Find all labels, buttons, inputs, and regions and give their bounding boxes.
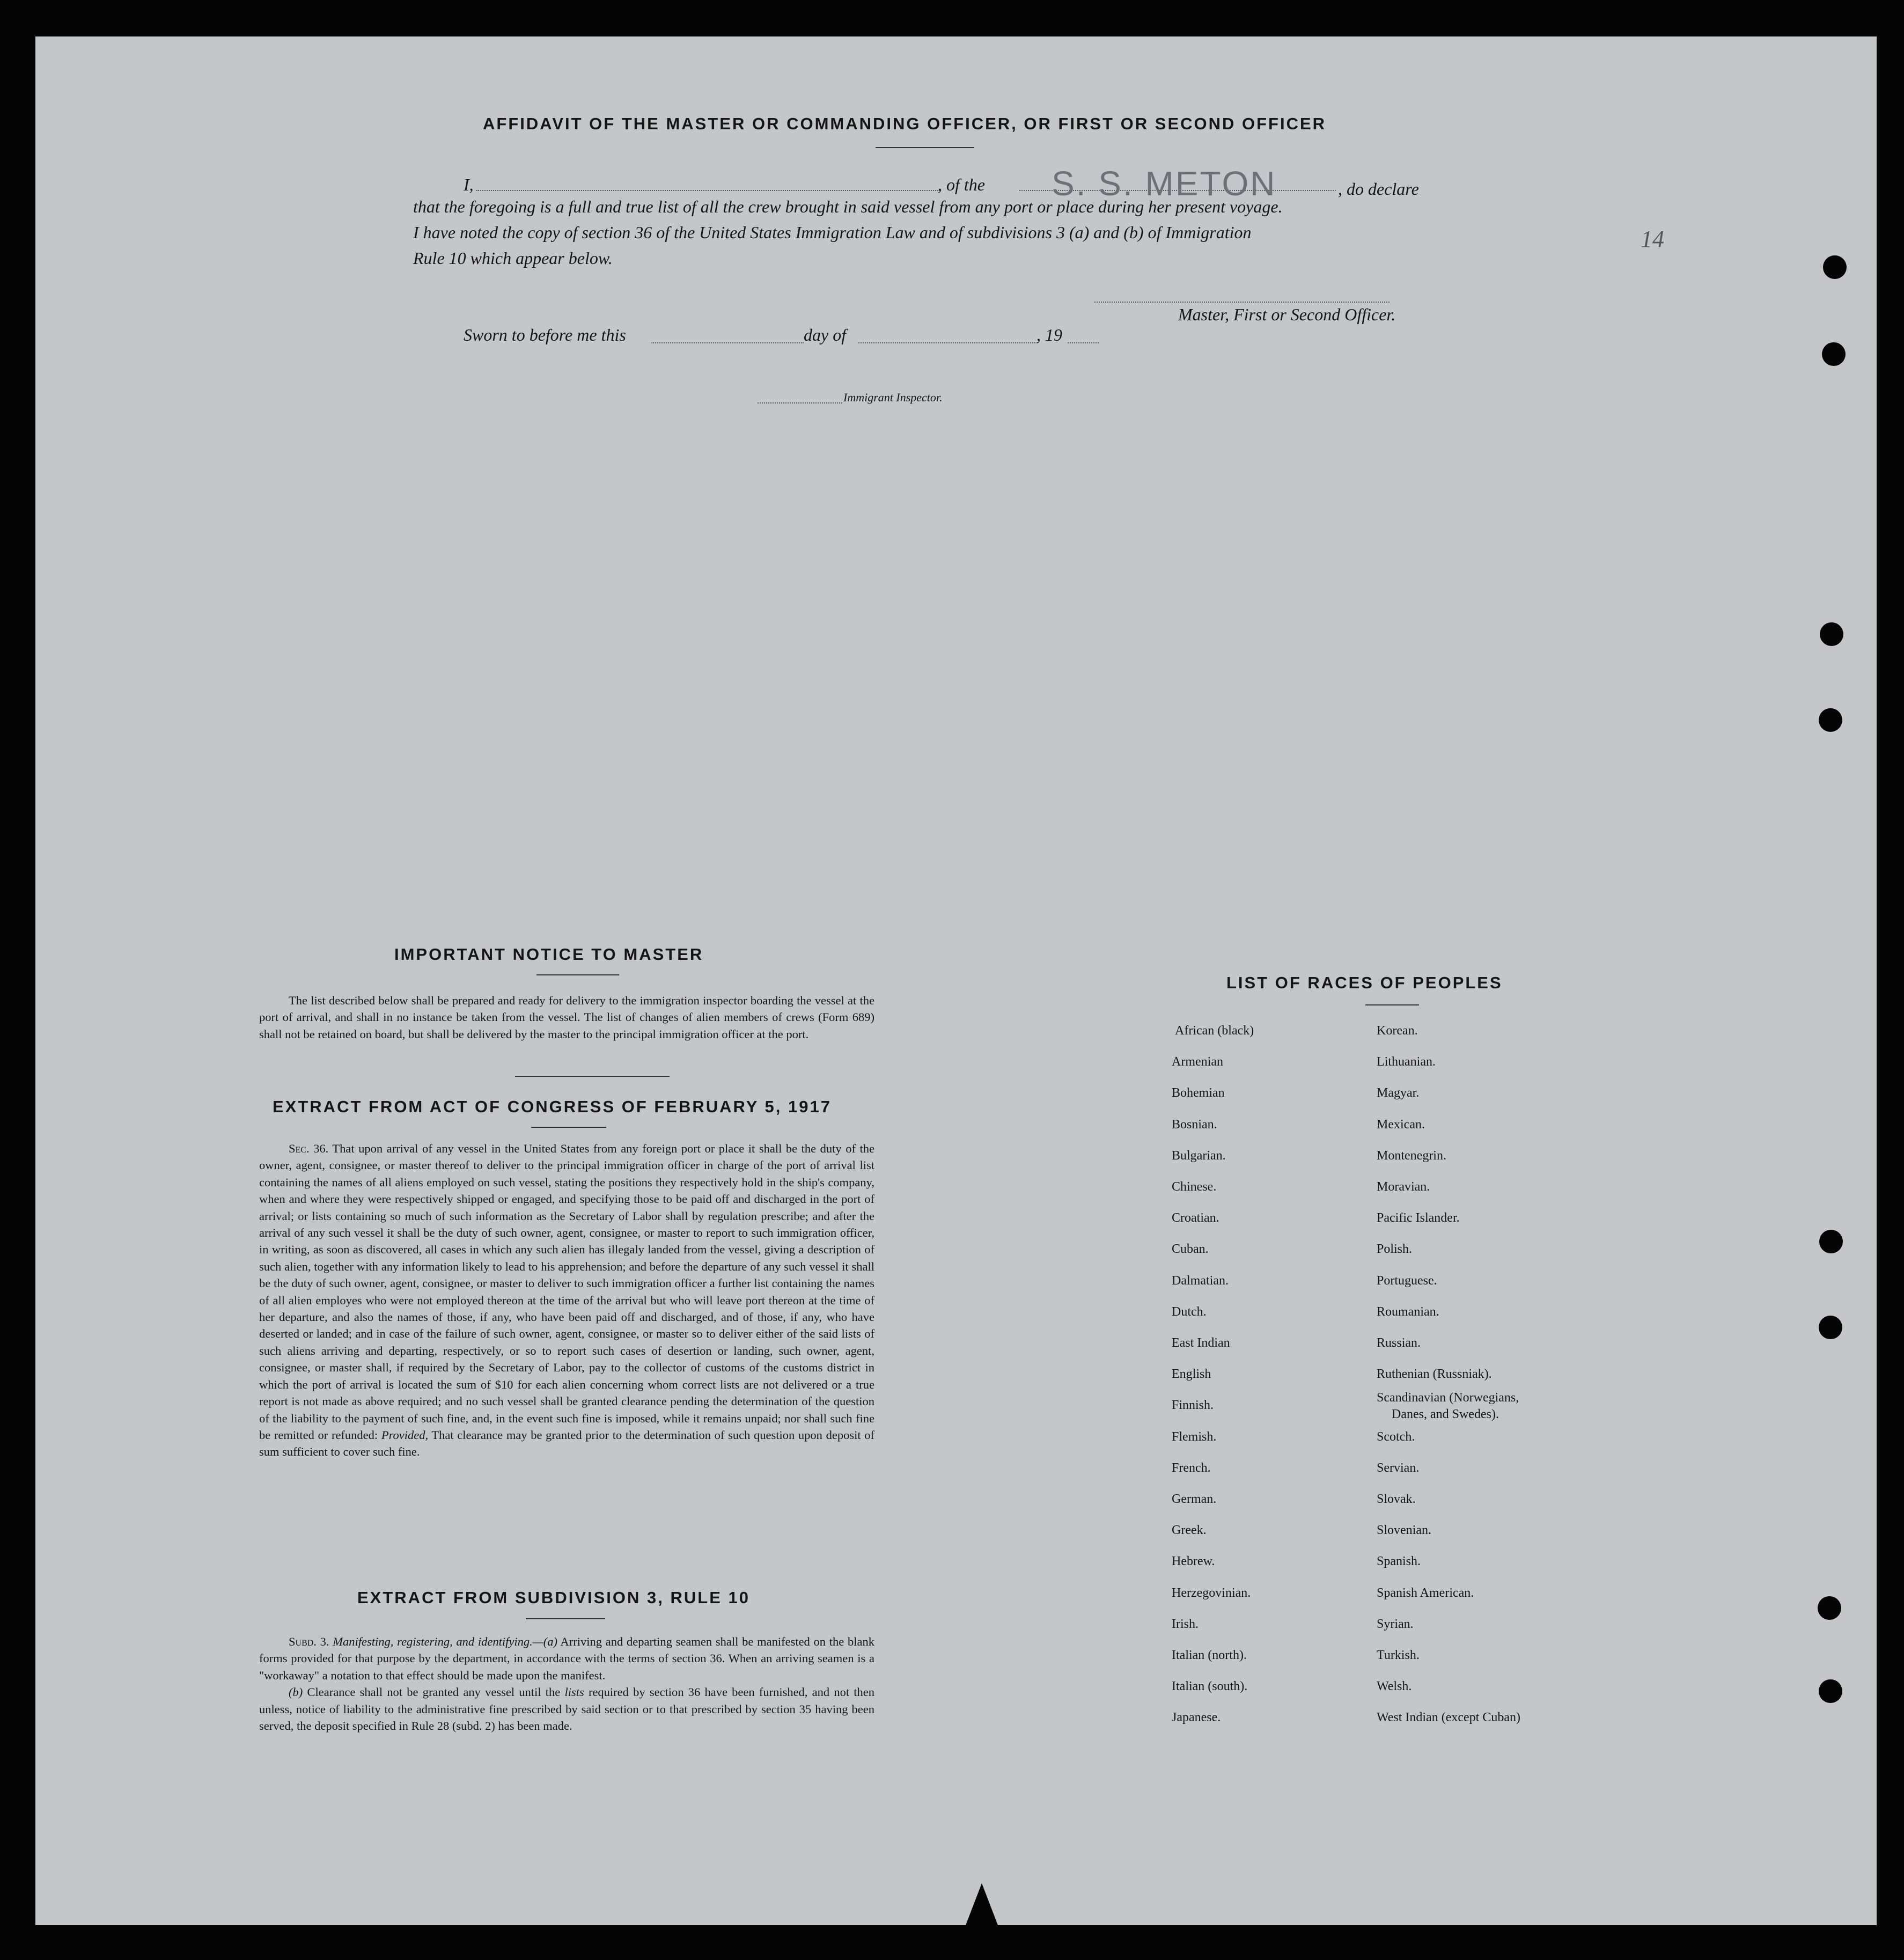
- paragraph-a: Arriving and departing seamen shall be manifested on the blank forms provided for that purpose by the department, in accordance with the terms of section 36. When an arriving seamen is a "workaway" a notation to that effect should be made upon the manifest.: [259, 1635, 875, 1682]
- punch-hole: [1818, 1596, 1841, 1620]
- race-item: Hebrew.: [1172, 1554, 1215, 1568]
- race-item: Spanish American.: [1377, 1586, 1474, 1600]
- rule-extract-heading: EXTRACT FROM SUBDIVISION 3, RULE 10: [357, 1588, 750, 1607]
- notice-text: [259, 992, 874, 1043]
- race-item: Polish.: [1377, 1242, 1413, 1256]
- sworn-month-field[interactable]: [858, 342, 1038, 343]
- race-item: Scotch.: [1377, 1430, 1415, 1444]
- race-item: Bulgarian.: [1172, 1149, 1226, 1163]
- section-label: Sec. 36.: [289, 1142, 329, 1155]
- inspector-signature-field[interactable]: [758, 402, 842, 403]
- declarant-name-field[interactable]: [476, 190, 940, 191]
- act-extract-heading: EXTRACT FROM ACT OF CONGRESS OF FEBRUARY 5, 1917: [273, 1097, 832, 1116]
- punch-hole: [1819, 1679, 1842, 1703]
- race-item: Montenegrin.: [1377, 1149, 1446, 1163]
- race-item: Chinese.: [1172, 1180, 1217, 1194]
- race-item: West Indian (except Cuban): [1377, 1711, 1520, 1724]
- race-item: Roumanian.: [1377, 1305, 1439, 1319]
- sworn-day-field[interactable]: [651, 342, 804, 343]
- race-item: Russian.: [1377, 1336, 1421, 1350]
- race-item: Ruthenian (Russniak).: [1377, 1367, 1492, 1381]
- race-item: Servian.: [1377, 1461, 1420, 1475]
- do-declare-label: , do declare: [1338, 179, 1419, 199]
- declarant-label: I,: [464, 175, 474, 194]
- race-item: African (black): [1175, 1024, 1254, 1038]
- race-item: Japanese.: [1172, 1711, 1221, 1724]
- paragraph-b-lists: lists: [564, 1685, 584, 1699]
- act-text: That upon arrival of any vessel in the United States from any foreign port or place it shall be the duty of the owner, agent, consignee, or master thereof to deliver to the principal immigration officer in charge of the port of arrival list containing the names of all aliens employed on such vessel, stating the positions they respectively hold in the ship's company, when and where they were respectively shipped or engaged, and specifying those to be paid off and discharged in the port of arrival; or lists containing so much of such information as the Secretary of Labor shall by regulation prescribe; and after the arrival of any such vessel it shall be the duty of such owner, agent, consignee, or master to report to such immigration officer, in writing, as soon as discovered, all cases in which any such alien has illegaly landed from the vessel, giving a description of such alien, together with any information likely to lead to his apprehension; and before the departure of any such vessel it shall be the duty of such owner, agent, consignee, or master to deliver to such immigration officer a further list containing the names of all alien employes who were not employed thereon at the time of the arrival but who will leave port thereon at the time of her departure, and also the names of those, if any, who have been paid off and discharged, and of those, if any, who have deserted or landed; and in case of the failure of such owner, agent, consignee, or master so to deliver either of the said lists of such aliens arriving and departing, respectively, or so to report such cases of desertion or landing, such owner, agent, consignee, or master shall, if required by the Secretary of Labor, pay to the collector of customs of the customs district in which the port of arrival is located the sum of $10 for each alien concerning whom correct lists are not delivered or a true report is not made as above required; and no such vessel shall be granted clearance pending the determination of the question of the liability to the payment of such fine, and, in the event such fine is imposed, while it remains unpaid; nor shall such fine be remitted or refunded:: [259, 1142, 874, 1442]
- race-item: Lithuanian.: [1377, 1055, 1436, 1069]
- notice-paragraph: The list described below shall be prepared and ready for delivery to the immigration inspector boarding the vessel at the port of arrival, and shall in no instance be taken from the vessel. The list of changes of alien members of crews (Form 689) shall not be retained on board, but shall be delivered by the master to the principal immigration officer at the port.: [259, 994, 874, 1041]
- margin-number: 14: [1641, 226, 1664, 252]
- paragraph-b-label: (b): [289, 1685, 303, 1699]
- race-item: Italian (south).: [1172, 1679, 1248, 1693]
- day-of-label: day of: [804, 325, 847, 344]
- race-item: Magyar.: [1377, 1086, 1420, 1100]
- race-item: Bosnian.: [1172, 1118, 1217, 1132]
- race-item: Korean.: [1377, 1024, 1418, 1038]
- notice-heading: IMPORTANT NOTICE TO MASTER: [394, 945, 704, 964]
- race-item: Syrian.: [1377, 1617, 1414, 1631]
- race-item: German.: [1172, 1492, 1217, 1506]
- rule-extract-text: [259, 1633, 874, 1734]
- affidavit-line-3: Rule 10 which appear below.: [413, 248, 613, 268]
- race-item: Irish.: [1172, 1617, 1199, 1631]
- race-item: Bohemian: [1172, 1086, 1225, 1100]
- races-heading: LIST OF RACES OF PEOPLES: [1226, 973, 1503, 992]
- race-item: Turkish.: [1377, 1648, 1420, 1662]
- race-item: Portuguese.: [1377, 1274, 1437, 1288]
- punch-hole: [1822, 342, 1846, 366]
- race-item: Spanish.: [1377, 1554, 1421, 1568]
- race-item: East Indian: [1172, 1336, 1230, 1350]
- race-item: Greek.: [1172, 1523, 1207, 1537]
- race-item: Pacific Islander.: [1377, 1211, 1460, 1225]
- subdivision-label: Subd. 3.: [289, 1635, 329, 1648]
- heading-rule: [1365, 1004, 1419, 1005]
- act-extract-text: [259, 1140, 874, 1460]
- sworn-label: Sworn to before me this: [464, 325, 626, 344]
- race-item: Herzegovinian.: [1172, 1586, 1251, 1600]
- subdivision-title: Manifesting, registering, and identifying.—(a): [333, 1635, 558, 1648]
- heading-rule: [536, 974, 619, 975]
- heading-rule: [526, 1618, 605, 1619]
- race-item: Croatian.: [1172, 1211, 1219, 1225]
- affidavit-line-1: that the foregoing is a full and true list of all the crew brought in said vessel from any port or place during her present voyage.: [413, 197, 1283, 216]
- race-item: Moravian.: [1377, 1180, 1430, 1194]
- race-item: Cuban.: [1172, 1242, 1209, 1256]
- race-item: English: [1172, 1367, 1211, 1381]
- race-item: Slovak.: [1377, 1492, 1416, 1506]
- inspector-label: Immigrant Inspector.: [843, 391, 943, 404]
- officer-signature-label: Master, First or Second Officer.: [1178, 305, 1396, 324]
- affidavit-line-2: I have noted the copy of section 36 of the United States Immigration Law and of subdivisions 3 (a) and (b) of Immigration: [413, 223, 1252, 242]
- section-rule: [515, 1076, 670, 1077]
- affidavit-heading: AFFIDAVIT OF THE MASTER OR COMMANDING OFFICER, OR FIRST OR SECOND OFFICER: [483, 114, 1327, 133]
- race-item: Dutch.: [1172, 1305, 1207, 1319]
- race-item-continuation: Danes, and Swedes).: [1392, 1407, 1499, 1421]
- race-item: Slovenian.: [1377, 1523, 1431, 1537]
- act-text-end: That clearance may be granted prior to the determination of such question upon deposit of sum sufficient to cover such fine.: [259, 1428, 874, 1459]
- year-label: , 19: [1036, 325, 1062, 344]
- punch-hole: [1819, 1316, 1842, 1339]
- punch-hole: [1820, 622, 1843, 646]
- of-the-label: , of the: [938, 175, 985, 194]
- race-item: Armenian: [1172, 1055, 1223, 1069]
- race-item: French.: [1172, 1461, 1211, 1475]
- paper-tear: [966, 1883, 998, 1925]
- punch-hole: [1819, 1230, 1843, 1253]
- punch-hole: [1819, 708, 1842, 732]
- provided-word: Provided,: [381, 1428, 429, 1442]
- heading-rule: [876, 147, 974, 148]
- race-item: Finnish.: [1172, 1398, 1214, 1412]
- vessel-name-stamp: S. S. METON: [1052, 164, 1277, 203]
- race-item: Flemish.: [1172, 1430, 1217, 1444]
- sworn-year-field[interactable]: [1068, 342, 1099, 343]
- race-item: Mexican.: [1377, 1118, 1425, 1132]
- race-item: Scandinavian (Norwegians,: [1377, 1391, 1519, 1405]
- punch-hole: [1823, 255, 1847, 279]
- officer-signature-field[interactable]: [1094, 302, 1390, 303]
- race-item: Italian (north).: [1172, 1648, 1247, 1662]
- paragraph-b-part-2: required by section 36 have been furnished, and not then unless, notice of liability to the administrative fine prescribed by said section or to that prescribed by section 35 having been served, the deposit specified in Rule 28 (subd. 2) has been made.: [259, 1685, 875, 1733]
- paragraph-b-part-1: Clearance shall not be granted any vessel until the: [307, 1685, 561, 1699]
- race-item: Welsh.: [1377, 1679, 1412, 1693]
- heading-rule: [531, 1127, 606, 1128]
- race-item: Dalmatian.: [1172, 1274, 1229, 1288]
